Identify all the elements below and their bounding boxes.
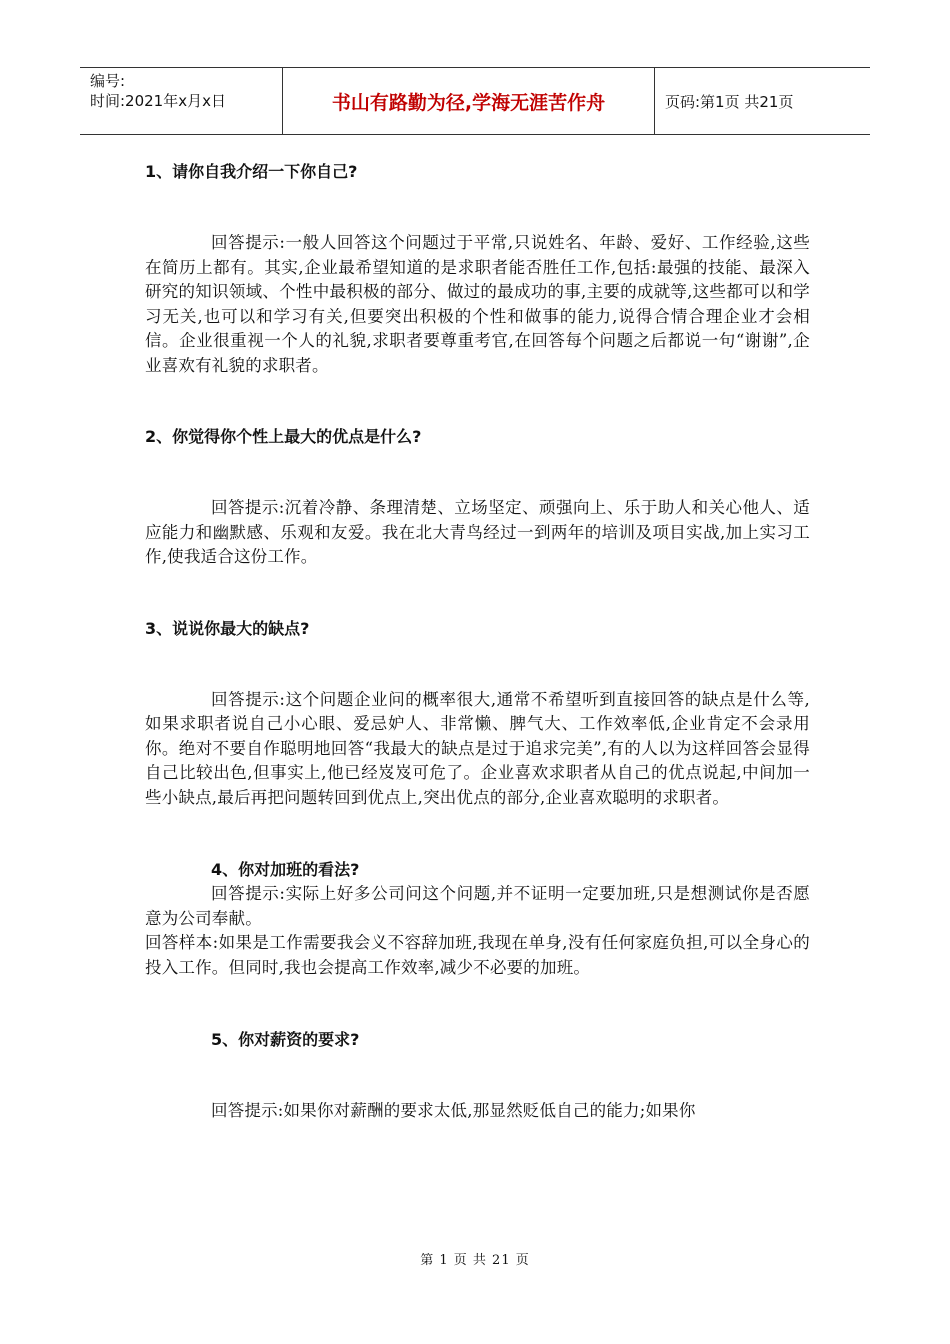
header-meta	[80, 68, 283, 134]
header-motto: 书山有路勤为径,学海无涯苦作舟	[283, 68, 655, 134]
question-5: 5、你对薪资的要求?	[211, 1030, 360, 1049]
number-label: 编号:	[90, 72, 126, 90]
document-header	[80, 67, 870, 135]
question-3: 3、说说你最大的缺点?	[145, 618, 310, 638]
answer-4-hint: 回答提示:实际上好多公司问这个问题,并不证明一定要加班,只是想测试你是否愿意为公司奉献。	[145, 884, 810, 928]
document-body	[145, 150, 810, 1124]
answer-1: 回答提示:一般人回答这个问题过于平常,只说姓名、年龄、爱好、工作经验,这些在简历上都有。其实,企业最希望知道的是求职者能否胜任工作,包括:最强的技能、最深入研究的知识领域、个性中最积极的部分、做过的最成功的事,主要的成就等,这些都可以和学习无关,也可以和学习有关,但要突出积极的个性和做事的能力,说得合情合理企业才会相信。企业很重视一个人的礼貌,求职者要尊重考官,在回答每个问题之后都说一句“谢谢”,企业喜欢有礼貌的求职者。	[145, 233, 810, 375]
answer-3: 回答提示:这个问题企业问的概率很大,通常不希望听到直接回答的缺点是什么等,如果求职者说自己小心眼、爱忌妒人、非常懒、脾气大、工作效率低,企业肯定不会录用你。绝对不要自作聪明地回答“我最大的缺点是过于追求完美”,有的人以为这样回答会显得自己比较出色,但事实上,他已经岌岌可危了。企业喜欢求职者从自己的优点说起,中间加一些小缺点,最后再把问题转回到优点上,突出优点的部分,企业喜欢聪明的求职者。	[145, 689, 810, 807]
answer-2: 回答提示:沉着冷静、条理清楚、立场坚定、顽强向上、乐于助人和关心他人、适应能力和幽默感、乐观和友爱。我在北大青鸟经过一到两年的培训及项目实战,加上实习工作,使我适合这份工作。	[145, 498, 810, 566]
question-4: 4、你对加班的看法?	[211, 860, 360, 879]
time-label: 时间:2021年x月x日	[90, 92, 226, 110]
question-2: 2、你觉得你个性上最大的优点是什么?	[145, 427, 422, 446]
answer-4-sample: 回答样本:如果是工作需要我会义不容辞加班,我现在单身,没有任何家庭负担,可以全身心的投入工作。但同时,我也会提高工作效率,减少不必要的加班。	[145, 933, 810, 977]
header-page-info: 页码:第1页 共21页	[665, 92, 794, 111]
question-1: 1、请你自我介绍一下你自己?	[145, 162, 358, 181]
page-footer: 第 1 页 共 21 页	[420, 1253, 530, 1268]
answer-5: 回答提示:如果你对薪酬的要求太低,那显然贬低自己的能力;如果你	[211, 1101, 696, 1120]
